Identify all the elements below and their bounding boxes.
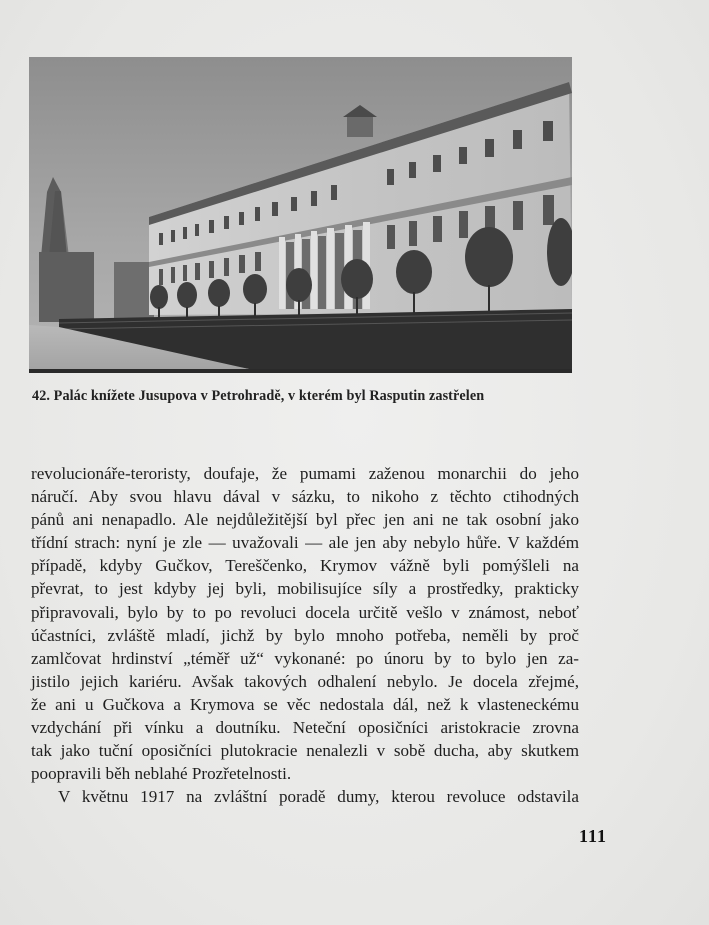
page-number: 111 xyxy=(579,826,608,846)
paragraph-first-line: V květnu 1917 na zvláštní poradě dumy, kterou revoluce odstavila xyxy=(58,787,579,807)
text-line: převrat, to jest kdyby jej byli, mobilisujíce síly a prostředky, prakticky xyxy=(31,579,579,599)
text-line: že ani u Gučkova a Krymova se věc nedostala dál, než k vlasteneckému xyxy=(31,694,579,714)
text-line: jistilo jejich kariéru. Avšak takových odhalení nebylo. Je docela zřejmé, xyxy=(31,671,579,691)
figure-caption: 42. Palác knížete Jusupova v Petrohradě, v kterém byl Rasputin zastřelen xyxy=(32,388,485,404)
text-line: zamlčovat hrdinství „téměř už“ vykonané: po únoru by to bylo jen za- xyxy=(31,648,579,668)
text-line: pánů ani nenapadlo. Ale nejdůležitější byl přec jen ani ne tak osobní jako xyxy=(31,510,579,530)
text-line: třídní strach: nyní je zle — uvažovali — ale jen aby nebylo hůře. V každém xyxy=(31,533,579,553)
text-line: náručí. Aby svou hlavu dával v sázku, to nikoho z těchto ctihodných xyxy=(31,487,579,507)
text-line: účastníci, zvláště mladí, jichž by bylo mnoho potřeba, neměli by proč xyxy=(31,625,579,645)
text-line: revolucionáře-teroristy, doufaje, že pumami zaženou monarchii do jeho xyxy=(31,464,579,483)
body-paragraphs xyxy=(31,462,579,808)
palace-photo xyxy=(29,57,572,373)
text-line: případě, kdyby Gučkov, Tereščenko, Krymov vážně byli pomýšleli na xyxy=(31,556,579,576)
text-line: připravovali, bylo by to po revoluci docela určitě vešlo v známost, neboť xyxy=(31,602,579,622)
paragraph-last-line: poopravili běh neblahé Prozřetelnosti. xyxy=(31,764,292,784)
text-line: tak jako tuční oposičníci plutokracie nenalezli v sobě ducha, aby skutkem xyxy=(31,741,579,761)
text-line: vzdychání při vínku a doutníku. Neteční oposičníci aristokracie zrovna xyxy=(31,718,579,738)
